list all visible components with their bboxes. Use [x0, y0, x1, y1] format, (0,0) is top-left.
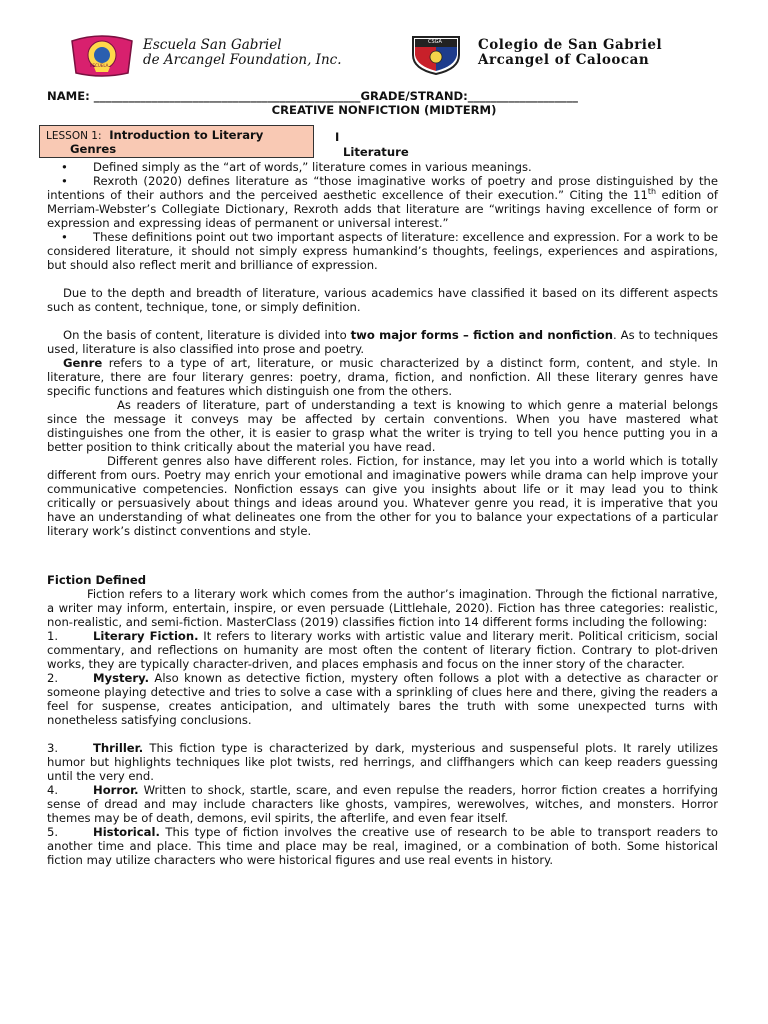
- left-school-name-line2: de Arcangel Foundation, Inc.: [143, 52, 342, 68]
- name-grade-line: NAME: ______________________________________________GRADE/STRAND:___________________: [47, 89, 578, 103]
- list-text: This type of fiction involves the creative use of research to be able to transport readers to another time and place. This time and place may be real, imagined, or a combination of both. Some historical fiction may utilize characters who were historical figures and use real events in history.: [47, 825, 718, 867]
- bullet-paragraph: [47, 230, 718, 272]
- superscript: th: [647, 187, 657, 197]
- right-school-name-line1: Colegio de San Gabriel: [478, 37, 663, 53]
- list-term: Historical.: [93, 825, 160, 839]
- lesson-label: LESSON 1:: [46, 130, 102, 142]
- paragraph-text: . As to techniques used, literature is also classified into prose and poetry.: [47, 328, 719, 356]
- paragraph-bold-text: two major forms – fiction and nonfiction: [350, 328, 613, 342]
- roman-numeral: I: [335, 130, 340, 144]
- list-term: Horror.: [93, 783, 139, 797]
- fiction-list-item: [47, 741, 718, 783]
- right-school-name-line2: Arcangel of Caloocan: [478, 52, 650, 68]
- paragraph: Fiction refers to a literary work which comes from the author’s imagination. Through the fictional narrative, a writer may inform, entertain, inspire, or even persuade (Littlehale, 2020). Fiction has three categories: realistic, non-realistic, and semi-fiction. MasterClass (2019) classifies fiction into 14 different forms including the following:: [47, 587, 718, 629]
- fiction-list-item: [47, 671, 718, 727]
- lesson-box: [39, 125, 314, 158]
- paragraph: As readers of literature, part of understanding a text is knowing to which genre a material belongs since the message it conveys may be affected by certain conventions. When you have mastered what distinguishes one from the other, it is easier to grasp what the writer is trying to tell you hence putting you in a better position to think critically about the material you have read.: [47, 398, 718, 454]
- fiction-list-item: [47, 783, 718, 825]
- bullet-text: These definitions point out two important aspects of literature: excellence and expression. For a work to be considered literature, it should not simply express humankind’s thoughts, feelings, experiences and aspirations, but should also reflect merit and brilliance of expression.: [47, 230, 718, 272]
- paragraph: Due to the depth and breadth of literature, various academics have classified it based on its different aspects such as content, technique, tone, or simply definition.: [47, 286, 718, 314]
- body-part-1: [47, 160, 718, 538]
- right-logo-text: CSGA: [428, 39, 442, 45]
- lesson-title-line1: Introduction to Literary: [109, 128, 264, 142]
- list-number: 3.: [47, 741, 59, 755]
- list-number: 2.: [47, 671, 59, 685]
- bullet-text: Defined simply as the “art of words,” literature comes in various meanings.: [93, 160, 532, 174]
- list-text: Written to shock, startle, scare, and even repulse the readers, horror fiction creates a horrifying sense of dread and may include characters like ghosts, vampires, werewolves, witches, and monsters. Horror themes may be of death, demons, evil spirits, the afterlife, and even fear itself.: [47, 783, 718, 825]
- fiction-list-item: [47, 825, 718, 867]
- bullet-text: Rexroth (2020) defines literature as “those imaginative works of poetry and prose distinguished by the intentions of their authors and the perceived aesthetic excellence of their execution.” Citing the 11: [47, 174, 718, 202]
- lesson-title-line2: Genres: [70, 142, 117, 156]
- body-part-2: [47, 573, 718, 867]
- list-text: This fiction type is characterized by dark, mysterious and suspenseful plots. It rarely utilizes humor but highlights techniques like plot twists, red herrings, and cliffhangers which can keep readers guessing until the very end.: [47, 741, 718, 783]
- right-school-logo: [409, 33, 463, 75]
- list-term: Thriller.: [93, 741, 144, 755]
- list-text: Also known as detective fiction, mystery often follows a plot with a detective as character or someone playing detective and tries to solve a case with a sprinkling of clues here and there, giving the readers a feel for suspense, creates anticipation, and ultimately bares the truth with some unexpected turns with nonetheless satisfying conclusions.: [47, 671, 718, 727]
- paragraph-bold-text: Genre: [63, 356, 103, 370]
- left-school-name-line1: Escuela San Gabriel: [143, 37, 282, 53]
- list-term: Literary Fiction.: [93, 629, 199, 643]
- paragraph-text: On the basis of content, literature is divided into: [63, 328, 351, 342]
- fiction-heading: Fiction Defined: [47, 573, 147, 587]
- list-number: 5.: [47, 825, 59, 839]
- paragraph: Different genres also have different roles. Fiction, for instance, may let you into a world which is totally different from ours. Poetry may enrich your emotional and imaginative powers while drama can help improve your communicative competencies. Nonfiction essays can give you insights about life or it may lead you to think critically or persuasively about things and ideas around you. Whatever genre you read, it is imperative that you have an understanding of what delineates one from the other for you to balance your expectations of a particular literary work’s distinct conventions and style.: [47, 454, 718, 538]
- left-school-logo: [70, 33, 134, 77]
- bullet-paragraph: [47, 174, 718, 230]
- left-logo-text: ESCUELA: [90, 63, 109, 68]
- list-term: Mystery.: [93, 671, 150, 685]
- document-title: CREATIVE NONFICTION (MIDTERM): [271, 103, 497, 117]
- paragraph: [47, 356, 718, 398]
- bullet-text: edition of Merriam-Webster’s Collegiate Dictionary, Rexroth adds that literature are “writings having excellence of form or expression and expressing ideas of permanent or universal interest.”: [47, 188, 718, 230]
- fiction-list-item: [47, 629, 718, 671]
- paragraph: [47, 328, 718, 356]
- list-number: 4.: [47, 783, 59, 797]
- list-number: 1.: [47, 629, 59, 643]
- section-title-literature: Literature: [343, 145, 409, 159]
- list-text: It refers to literary works with artistic value and literary merit. Political criticism, social commentary, and reflections on humanity are most often the content of literary fiction. Contrary to plot-driven works, they are typically character-driven, and places emphasis and focus on the inner story of the character.: [47, 629, 719, 671]
- paragraph-text: refers to a type of art, literature, or music characterized by a distinct form, content, and style. In literature, there are four literary genres: poetry, drama, fiction, and nonfiction. All these literary genres have specific functions and features which distinguish one from the others.: [47, 356, 718, 398]
- bullet-paragraph: [47, 160, 718, 174]
